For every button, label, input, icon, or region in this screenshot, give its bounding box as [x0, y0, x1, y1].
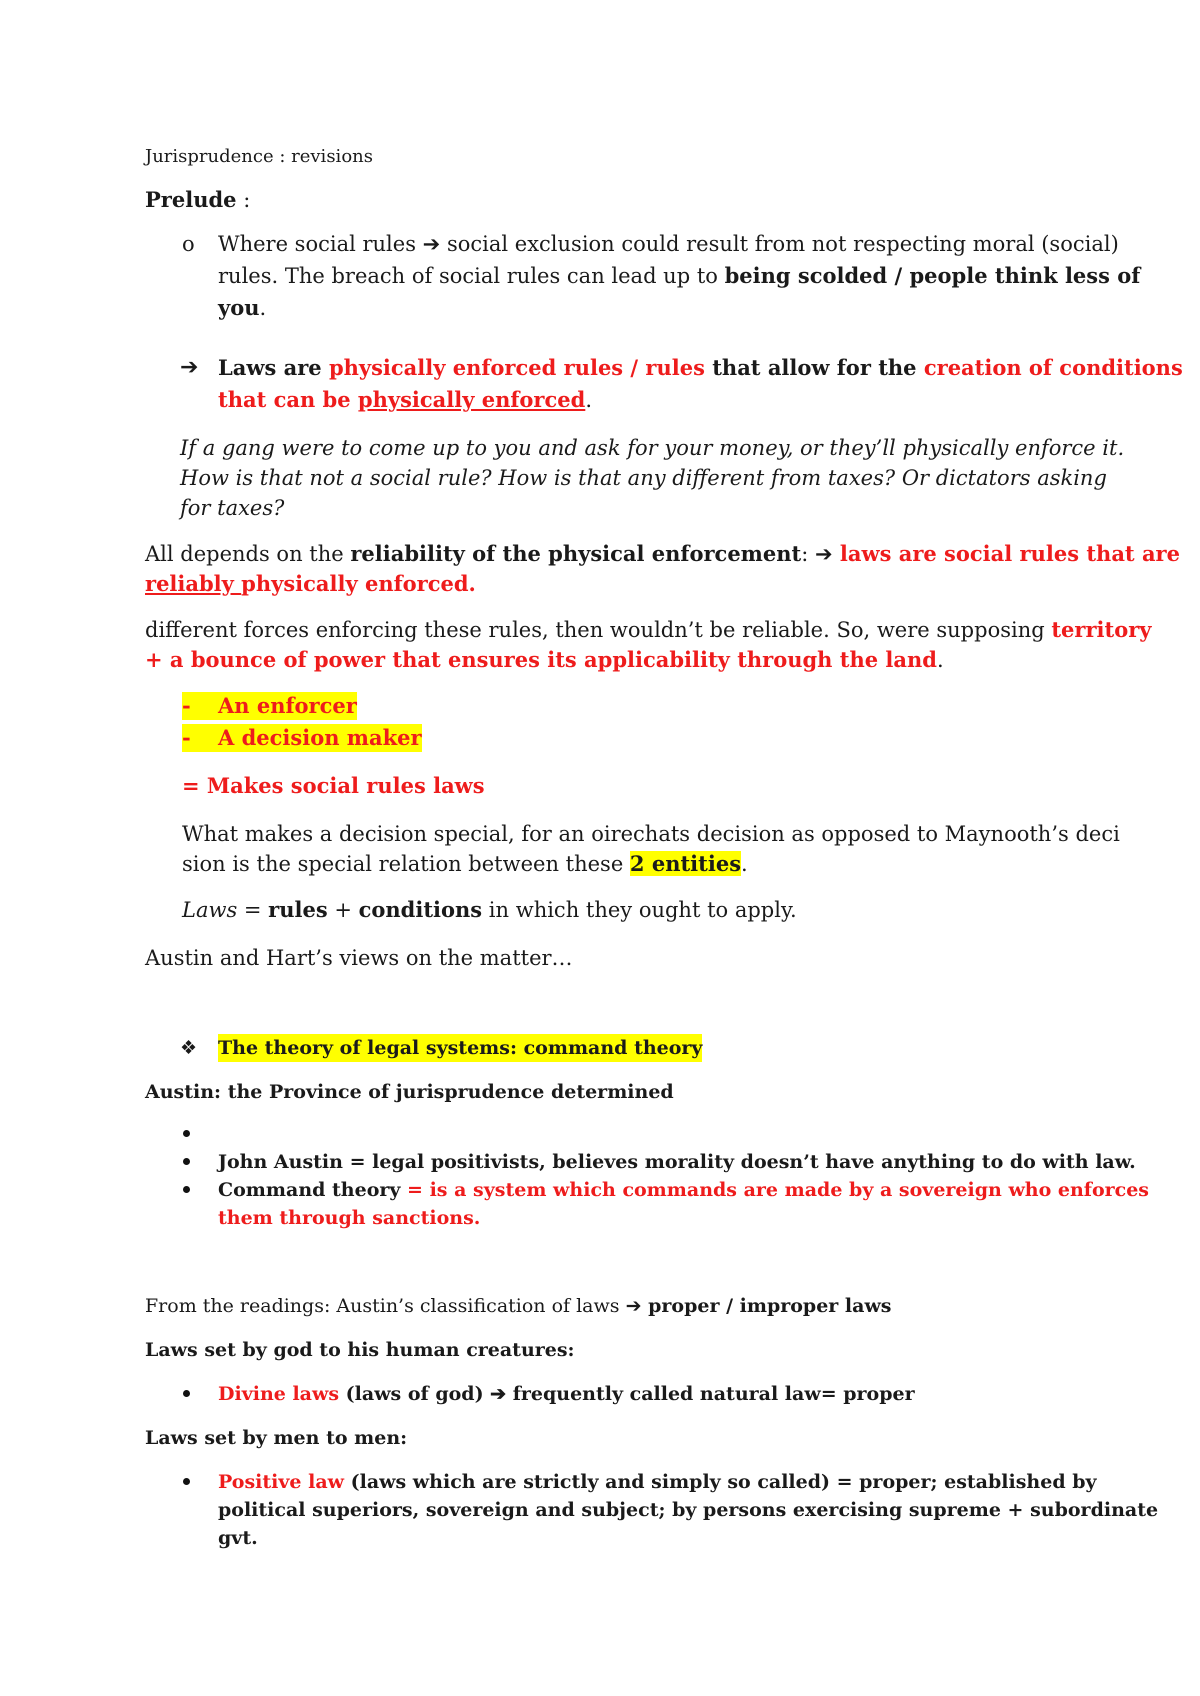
- doc-title: Jurisprudence : revisions: [145, 146, 373, 167]
- bullet-john-austin: John Austin = legal positivists, believes morality doesn’t have anything to do with law.: [218, 1151, 1136, 1173]
- forces-line1: different forces enforcing these rules, then wouldn’t be reliable. So, were supposing territory: [145, 617, 1152, 642]
- divine-laws-line: Divine laws (laws of god) ➔ frequently called natural law= proper: [218, 1380, 915, 1408]
- right-arrow-icon: ➔: [490, 1383, 507, 1405]
- austin-hart-line: Austin and Hart’s views on the matter…: [145, 946, 573, 970]
- laws-formula-line: Laws = rules + conditions in which they ought to apply.: [182, 897, 797, 922]
- bullet-dot-icon: [183, 1478, 190, 1485]
- prelude-item-line2: rules. The breach of social rules can lead up to being scolded / people think less of: [218, 263, 1141, 288]
- positive-law-line2: political superiors, sovereign and subject; by persons exercising supreme + subordinate: [218, 1499, 1159, 1521]
- bullet-dot-icon: [183, 1158, 190, 1165]
- list-marker-o: o: [182, 232, 195, 256]
- special-line1: What makes a decision special, for an oirechats decision as opposed to Maynooth’s deci: [182, 822, 1120, 846]
- positive-law-line3: gvt.: [218, 1527, 258, 1549]
- theory-heading: The theory of legal systems: command theory: [218, 1034, 702, 1062]
- dash-marker: -: [182, 724, 218, 752]
- gang-example-line3: for taxes?: [180, 496, 285, 520]
- bullet-dot-icon: [183, 1130, 190, 1137]
- right-arrow-icon: ➔: [815, 542, 833, 566]
- prelude-item-line3: you.: [218, 295, 267, 320]
- laws-definition-line1: Laws are physically enforced rules / rules that allow for the creation of conditions: [218, 355, 1183, 380]
- gang-example-line2: How is that not a social rule? How is that any different from taxes? Or dictators asking: [180, 466, 1107, 490]
- right-arrow-icon: ➔: [422, 232, 441, 256]
- right-arrow-icon: ➔: [625, 1295, 642, 1317]
- bold-arrow-icon: ➔: [180, 355, 199, 380]
- dash-item-enforcer: An enforcer: [218, 693, 357, 718]
- dash-item-decision-maker: A decision maker: [218, 725, 422, 750]
- bullet-dot-icon: [183, 1186, 190, 1193]
- god-laws-heading: Laws set by god to his human creatures:: [145, 1339, 575, 1361]
- men-laws-heading: Laws set by men to men:: [145, 1427, 408, 1449]
- depends-line2: reliably physically enforced.: [145, 571, 476, 596]
- positive-law-line1: Positive law (laws which are strictly and simply so called) = proper; established by: [218, 1471, 1097, 1493]
- bullet-command-theory-line1: Command theory = is a system which commands are made by a sovereign who enforces: [218, 1179, 1150, 1201]
- readings-line: From the readings: Austin’s classification of laws ➔ proper / improper laws: [145, 1292, 892, 1320]
- laws-definition-line2: that can be physically enforced.: [218, 387, 592, 412]
- diamond-bullet-icon: ❖: [180, 1037, 198, 1059]
- bullet-command-theory-line2: them through sanctions.: [218, 1207, 481, 1229]
- province-heading: Austin: the Province of jurisprudence determined: [145, 1081, 674, 1103]
- prelude-item-line1: Where social rules ➔ social exclusion could result from not respecting moral (social): [218, 232, 1119, 256]
- gang-example-line1: If a gang were to come up to you and ask for your money, or they’ll physically enforce it.: [180, 436, 1125, 460]
- makes-laws-line: = Makes social rules laws: [182, 773, 485, 798]
- dash-marker: -: [182, 692, 218, 720]
- depends-line1: All depends on the reliability of the physical enforcement: ➔ laws are social rules that are: [145, 541, 1180, 566]
- forces-line2: + a bounce of power that ensures its applicability through the land.: [145, 647, 944, 672]
- bullet-dot-icon: [183, 1390, 190, 1397]
- prelude-heading: Prelude :: [145, 187, 251, 212]
- special-line2: sion is the special relation between these 2 entities.: [182, 851, 748, 876]
